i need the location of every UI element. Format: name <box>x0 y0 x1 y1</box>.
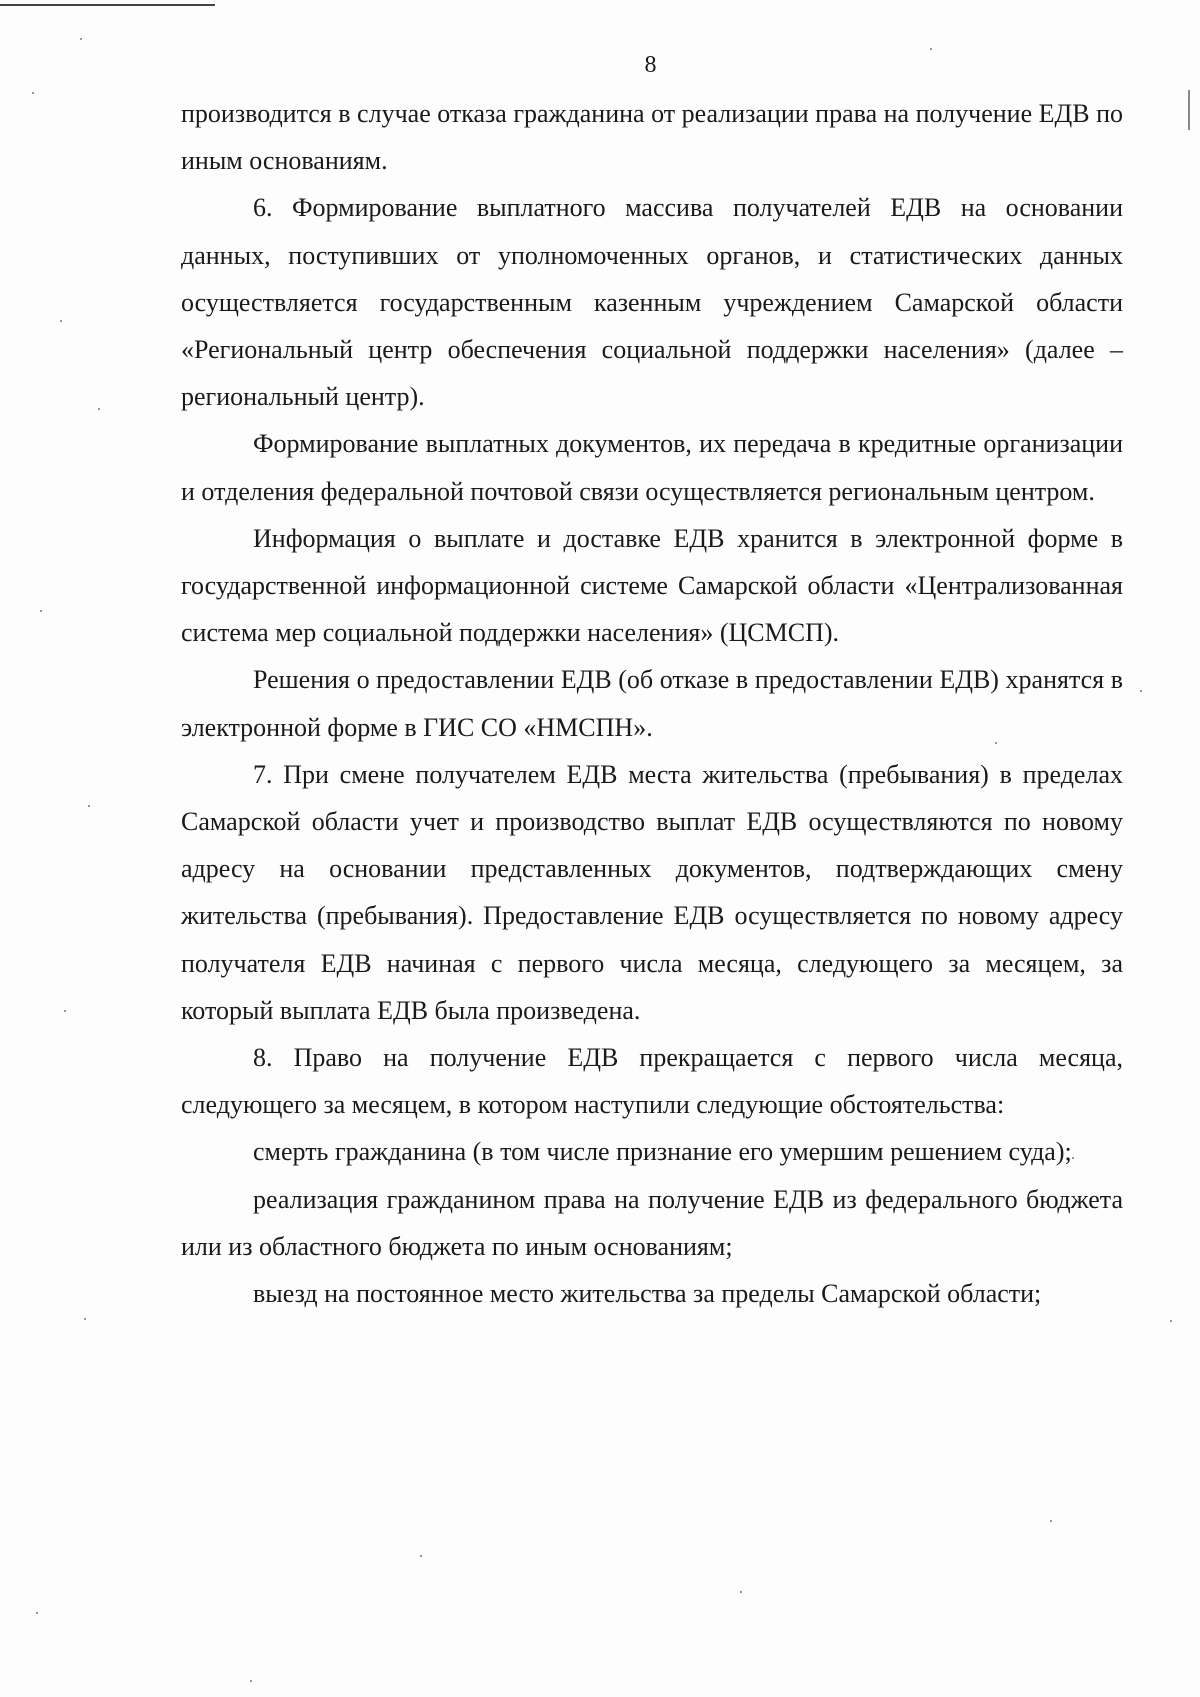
paragraph-item-8: 8. Право на получение ЕДВ прекращается с первого числа месяца, следующего за месяцем, в котором наступили следующие обстоятельства: <box>181 1043 1123 1120</box>
scan-speck <box>32 92 34 94</box>
scan-speck <box>740 1591 742 1593</box>
scan-speck <box>1170 1320 1172 1322</box>
page-number: 8 <box>644 52 657 78</box>
scan-speck <box>80 38 82 40</box>
list-item-death: смерть гражданина (в том числе признание его умершим решением суда); <box>253 1137 1072 1167</box>
scan-speck <box>995 742 997 744</box>
paragraph-item-6: 6. Формирование выплатного массива получателей ЕДВ на основании данных, поступивших от уполномоченных органов, и статистических данных осуществляется государственным казенным учреждением Самарской области «Региональный центр обеспечения социальной поддержки населения» (далее – региональный центр). <box>181 193 1123 412</box>
scan-speck <box>60 320 62 322</box>
scan-speck <box>88 805 90 807</box>
scan-speck <box>1050 1520 1052 1522</box>
scan-edge-line <box>0 4 215 6</box>
scan-speck <box>40 610 42 612</box>
paragraph-decisions-storage: Решения о предоставлении ЕДВ (об отказе в предоставлении ЕДВ) хранятся в электронной форме в ГИС СО «НМСПН». <box>181 665 1123 742</box>
scan-speck <box>250 1680 252 1682</box>
list-item-relocation: выезд на постоянное место жительства за пределы Самарской области; <box>253 1279 1042 1309</box>
paragraph-continuation: производится в случае отказа гражданина от реализации права на получение ЕДВ по иным основаниям. <box>181 99 1123 176</box>
paragraph-payment-documents: Формирование выплатных документов, их передача в кредитные организации и отделения федеральной почтовой связи осуществляется региональным центром. <box>181 429 1123 506</box>
scan-speck <box>420 1555 422 1557</box>
scan-speck <box>36 1612 38 1614</box>
list-item-other-grounds: реализация гражданином права на получение ЕДВ из федерального бюджета или из областного бюджета по иным основаниям; <box>181 1184 1123 1261</box>
scan-speck <box>930 48 932 50</box>
scan-speck <box>1140 690 1142 692</box>
scan-speck <box>64 1010 66 1012</box>
paragraph-item-7: 7. При смене получателем ЕДВ места жительства (пребывания) в пределах Самарской области учет и производство выплат ЕДВ осуществляются по новому адресу на основании представленных документов, подтверждающих смену жительства (пребывания). Предоставление ЕДВ осуществляется по новому адресу получателя ЕДВ начиная с первого числа месяца, следующего за месяцем, за который выплата ЕДВ была произведена. <box>181 759 1123 1025</box>
paragraph-storage-info: Информация о выплате и доставке ЕДВ хранится в электронной форме в государственной информационной системе Самарской области «Централизованная система мер социальной поддержки населения» (ЦСМСП). <box>181 523 1123 648</box>
document-body <box>181 90 1123 1317</box>
scan-speck <box>84 1318 86 1320</box>
scan-edge-mark <box>1188 90 1190 130</box>
scan-speck <box>98 408 100 410</box>
scan-speck <box>1072 1157 1074 1159</box>
